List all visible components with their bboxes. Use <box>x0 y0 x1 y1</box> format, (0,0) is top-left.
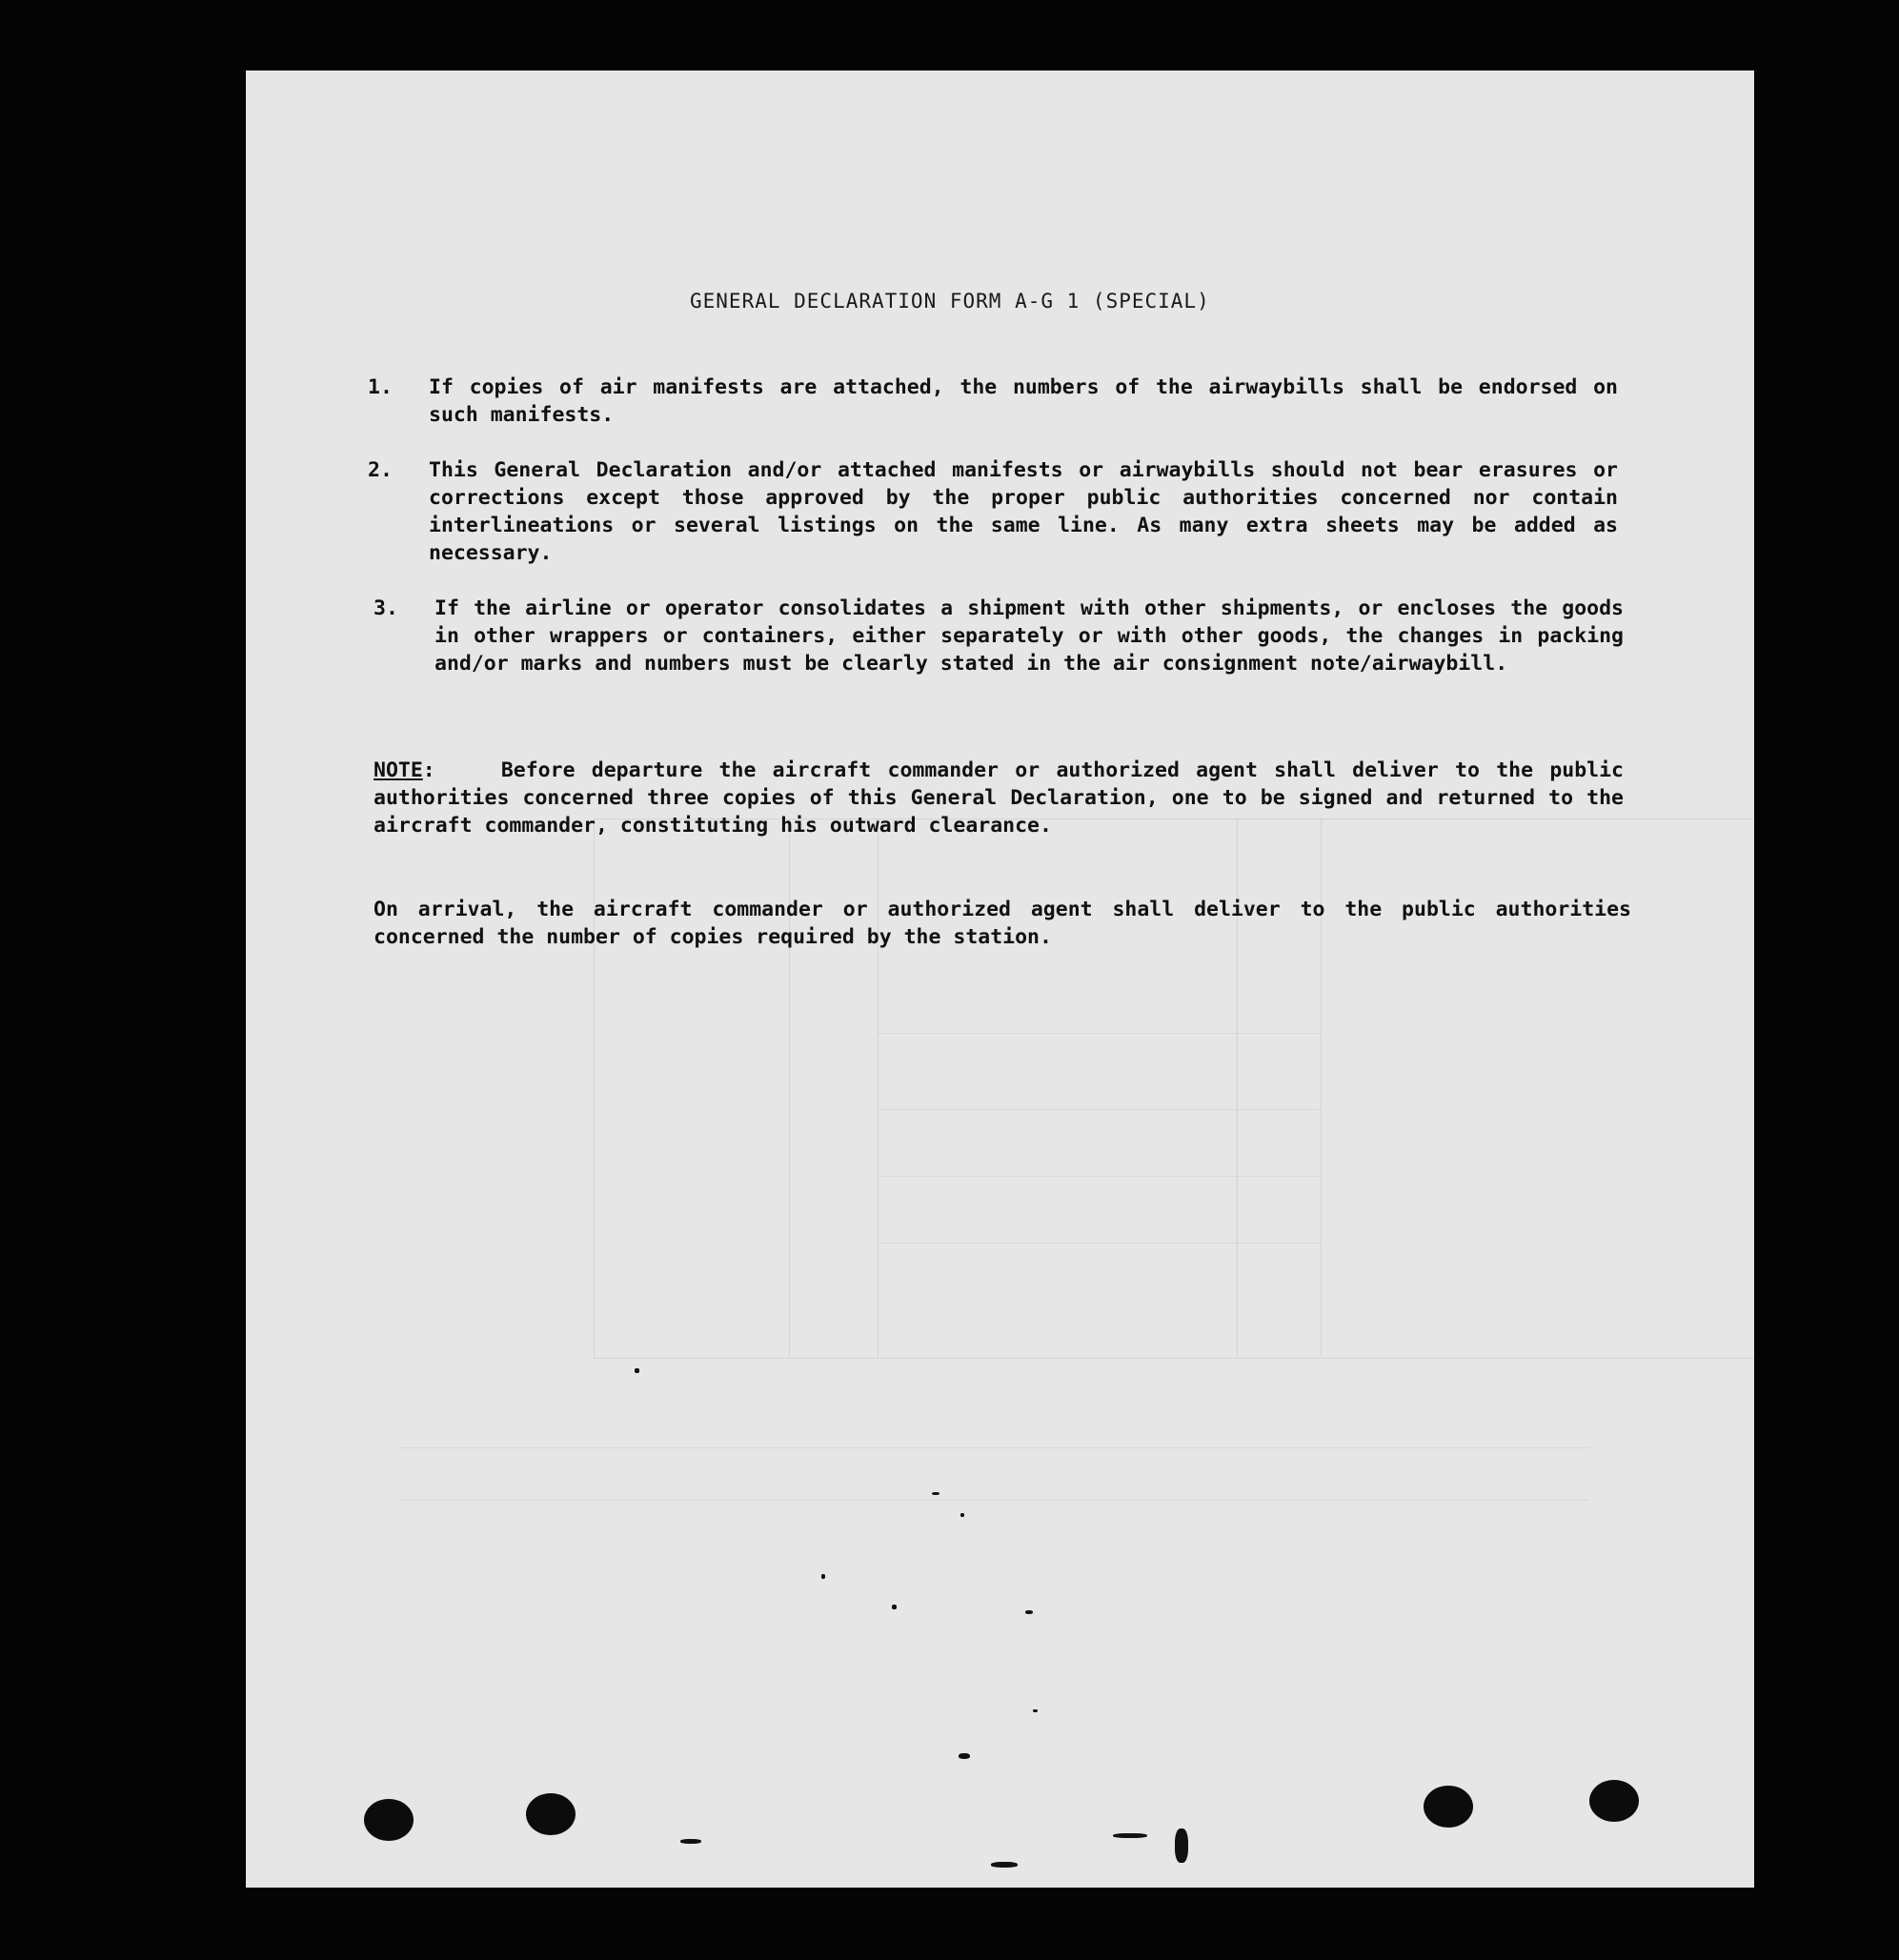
item-number: 3. <box>374 596 398 620</box>
speck-mark <box>959 1753 970 1759</box>
speck-mark <box>932 1492 939 1495</box>
note-label: NOTE <box>374 758 423 782</box>
bleed-through-line <box>878 1109 1321 1110</box>
item-text: This General Declaration and/or attached manifests or airwaybills should not bear erasures or corrections except those approved by the proper public authorities concerned nor contain interlineations or several listings on the same line. As many extra sheets may be added as necessary. <box>429 458 1618 565</box>
speck-mark <box>892 1605 897 1609</box>
note-text: Before departure the aircraft commander or authorized agent shall deliver to the public authorities concerned three copies of this General Declaration, one to be signed and returned to the aircraft commander, constituting his outward clearance. <box>374 758 1624 838</box>
note-colon: : <box>422 758 501 782</box>
speck-mark <box>1175 1829 1188 1863</box>
item-number: 2. <box>368 458 393 482</box>
speck-mark <box>635 1368 639 1373</box>
punch-hole <box>364 1799 414 1841</box>
bleed-through-line <box>398 1500 1589 1501</box>
speck-mark <box>991 1862 1018 1868</box>
punch-hole <box>1424 1786 1473 1828</box>
bleed-through-line <box>878 1176 1321 1177</box>
item-text: If copies of air manifests are attached, the numbers of the airwaybills shall be endorsed on such manifests. <box>429 375 1618 427</box>
punch-hole <box>1589 1780 1639 1822</box>
arrival-paragraph: On arrival, the aircraft commander or authorized agent shall deliver to the public authorities concerned the number of copies required by the station. <box>374 898 1631 949</box>
bleed-through-line <box>398 1447 1589 1448</box>
item-number: 1. <box>368 375 393 399</box>
item-text: If the airline or operator consolidates a shipment with other shipments, or encloses the goods in other wrappers or containers, either separately or with other goods, the changes in packing and/or marks and numbers must be clearly stated in the air consignment note/airwaybill. <box>434 596 1624 676</box>
punch-hole <box>526 1793 576 1835</box>
bleed-through-line <box>878 1033 1321 1034</box>
document-page <box>246 71 1754 1888</box>
document-title: GENERAL DECLARATION FORM A-G 1 (SPECIAL) <box>690 290 1210 313</box>
speck-mark <box>1033 1709 1038 1712</box>
speck-mark <box>821 1574 825 1579</box>
speck-mark <box>1113 1833 1147 1838</box>
speck-mark <box>680 1839 701 1844</box>
speck-mark <box>960 1513 964 1517</box>
note-paragraph <box>374 757 1624 839</box>
speck-mark <box>1025 1610 1033 1614</box>
